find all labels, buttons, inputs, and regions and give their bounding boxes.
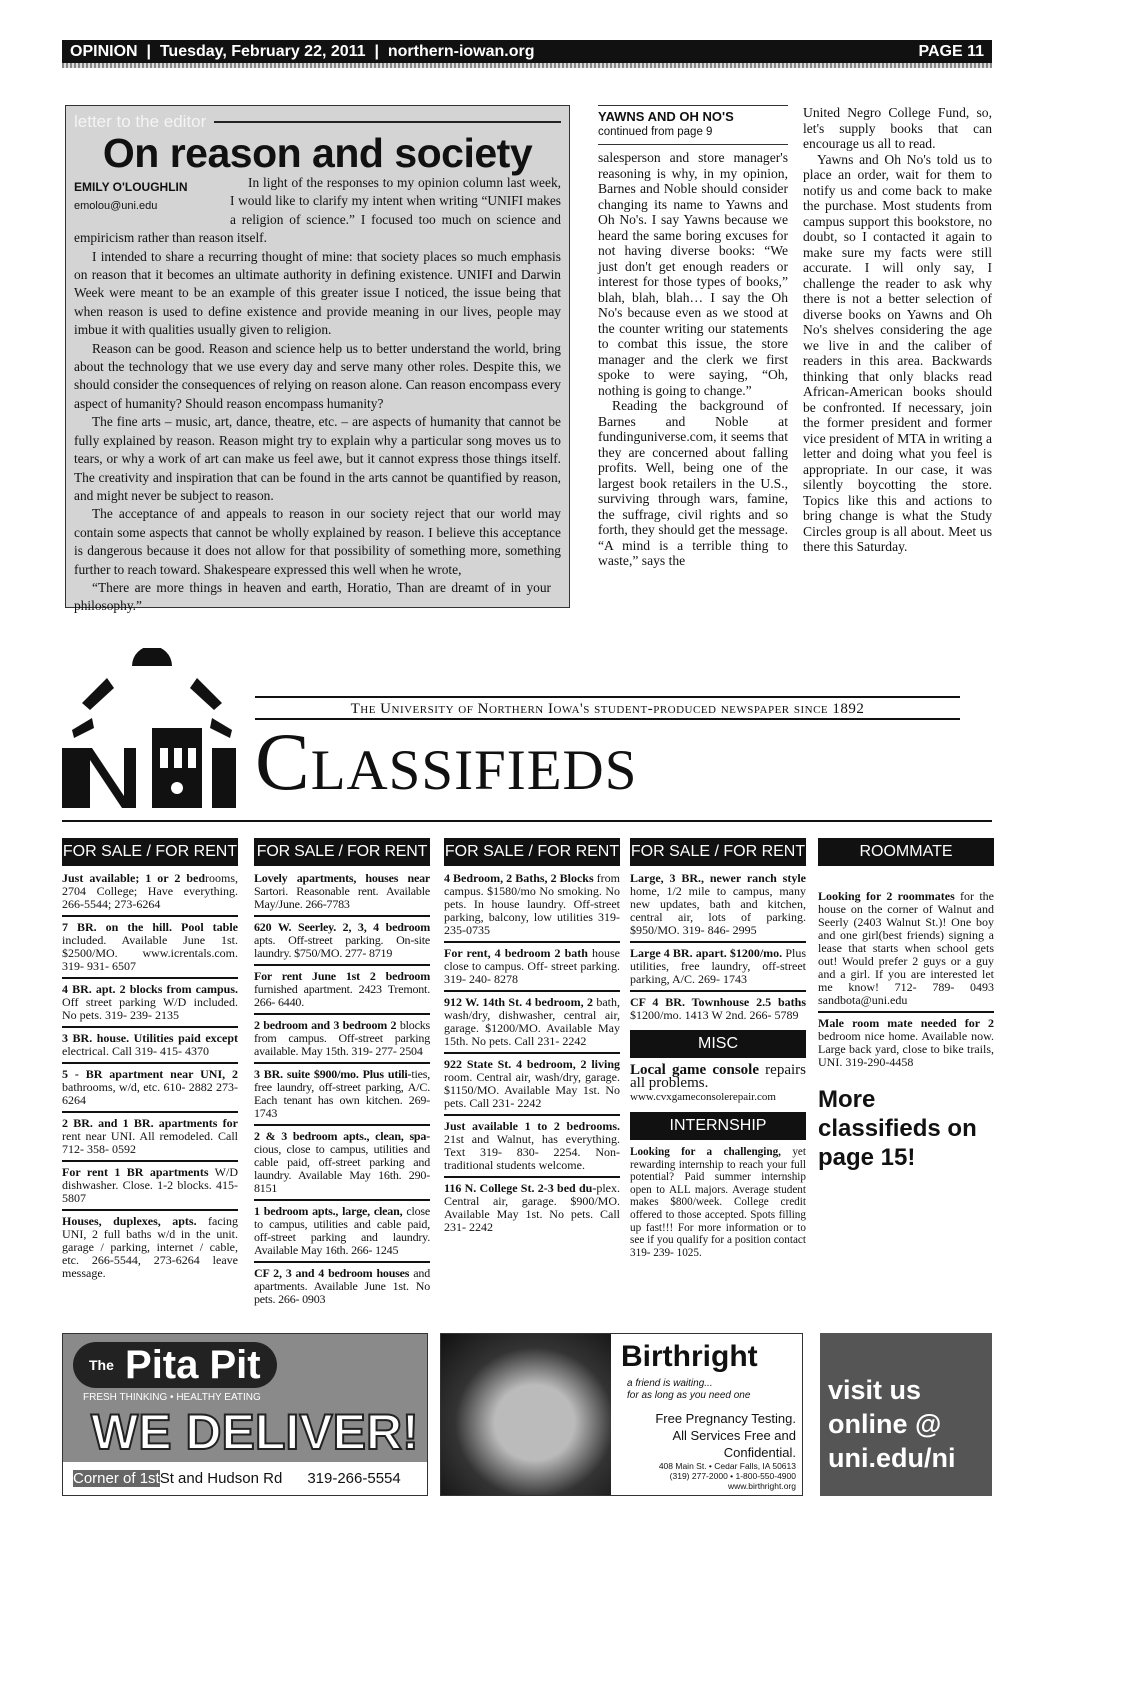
misc-url[interactable]: www.cvxgameconsolerepair.com: [630, 1091, 776, 1103]
ad-text: furnished apartment. 2423 Tremont. 266- 6440.: [254, 982, 430, 1009]
ad-lead: CF 2, 3 and 4 bedroom houses: [254, 1266, 410, 1280]
ad-text: Off street parking W/D included. No pets. 319- 239- 2135: [62, 995, 238, 1022]
ad-lead: 7 BR. on the hill. Pool table: [62, 920, 238, 934]
ad-lead: Houses, duplexes, apts.: [62, 1214, 197, 1228]
ad-text: bathrooms, w/d, etc. 610- 2882 273- 6264: [62, 1080, 238, 1107]
ad-text: apts. Off-street parking. On-site laundry. $750/MO. 277- 8719: [254, 933, 430, 960]
classified-ad: [444, 1058, 620, 1116]
ad-lead: 5 - BR apartment near UNI, 2: [62, 1067, 238, 1081]
classified-ad: [254, 872, 430, 917]
internship-ad: Looking for a challenging, yet rewarding internship to reach your full potential? Paid summer internship open to ALL majors. Average student makes $800/week. College credit offered to those accepted. Spots filling up fast!!! For more information or to see if you qualify for a position contact 319- 239- 1025.: [630, 1146, 806, 1259]
yawns-column-1: [598, 105, 788, 569]
classified-ad: [444, 947, 620, 992]
ad-text: bedroom nice home. Available now. Large back yard, close to bike trails, UNI. 319-290-4458: [818, 1029, 994, 1069]
paragraph: In light of the responses to my opinion column last week, I would like to clarify my intent when writing “UNIFI makes a religion of science.” I focused too much on science and empiricism rather than reason itself.: [74, 175, 561, 246]
classified-ad: [254, 1019, 430, 1064]
ad-lead: Just available 1 to 2 bedrooms.: [444, 1119, 620, 1133]
byline: [74, 174, 224, 216]
ad-text: rooms, 2704 College; Have everything. 266-5544; 273-6264: [62, 871, 238, 911]
ad-text: W/D dishwasher. Close. 1-2 blocks. 415- 5807: [62, 1165, 239, 1205]
ad-lead: 2 bedroom and 3 bedroom 2: [254, 1018, 397, 1032]
classified-ad: [62, 983, 238, 1028]
issue-date: Tuesday, February 22, 2011: [159, 43, 366, 60]
misc-ad: Local game console repairs all problems. www.cvxgameconsolerepair.com: [630, 1062, 806, 1103]
letter-kicker: letter to the editor: [74, 112, 561, 132]
ad-text: bath, wash/dry, dishwasher, central air, garage. $1200/MO. Available May 15th. No pets. Call 231- 2242: [444, 995, 620, 1048]
ad-text: electrical. Call 319- 415- 4370: [62, 1044, 209, 1058]
ad-text: for the house on the corner of Walnut and Seerly (2403 Walnut St.)! One boy and one girl(best friends) signing a lease that starts when school gets out! Would prefer 2 guys or a guy and a girl. If you are interested let me know! 712- 789- 0493 sandbota@uni.edu: [818, 889, 994, 1007]
paragraph: United Negro College Fund, so, let's supply books that can encourage us all to read.: [803, 105, 992, 151]
ad-text: blocks from campus. Off-street parking available. May 15th. 319- 277- 2504: [254, 1018, 430, 1058]
ad-lead: Large 4 BR. apart. $1200/mo.: [630, 946, 783, 960]
ad-text: and apartments. Available June 1st. No pets. 266- 0903: [254, 1266, 431, 1306]
ad-text: home, 1/2 mile to campus, many new updates, bath and kitchen, central air, lots of parking. $950/MO. 319- 846- 2995: [630, 884, 806, 937]
visit-url[interactable]: uni.edu/ni: [828, 1443, 956, 1473]
author-email[interactable]: emolou@uni.edu: [74, 200, 158, 213]
author-name: EMILY O'LOUGHLIN: [74, 180, 188, 194]
ad-text: Sartori. Reasonable rent. Available May/June. 266-7783: [254, 884, 430, 911]
visit-online-ad[interactable]: visit us online @ uni.edu/ni: [820, 1333, 992, 1496]
ad-lead: 4 BR. apt. 2 blocks from campus.: [62, 982, 238, 996]
pita-pit-logo: Pita Pit: [125, 1343, 261, 1387]
ad-lead: 912 W. 14th St. 4 bedroom, 2: [444, 995, 593, 1009]
paragraph: The acceptance of and appeals to reason in our society reject that our world may contain some aspects that cannot be wholly explained by reason. I believe this acceptance is dangerous because it does not allow for that possibility of something more, something further to reach toward. Shakespeare expressed this well when he wrote,: [74, 506, 561, 577]
letter-to-editor: [65, 105, 570, 614]
ad-text: rent near UNI. All remodeled. Call 712- 358- 0592: [62, 1129, 238, 1156]
pita-slogan: FRESH THINKING • HEALTHY EATING: [83, 1392, 261, 1403]
classified-ad: [444, 1182, 620, 1238]
classified-ad: [62, 1215, 238, 1284]
yawns-column-2: [803, 105, 992, 555]
section-heading: FOR SALE / FOR RENT: [630, 838, 806, 866]
classified-ad: [254, 921, 430, 966]
continued-note: continued from page 9: [598, 125, 788, 146]
site-url[interactable]: northern-iowan.org: [387, 43, 535, 60]
ad-lead: 2 BR. and 1 BR. apartments for: [62, 1116, 238, 1130]
page-number: PAGE 11: [918, 43, 984, 60]
section-heading: ROOMMATE: [818, 838, 994, 866]
section-heading: FOR SALE / FOR RENT: [254, 838, 430, 866]
ad-text: cious, close to campus, utilities and cable paid, off-street parking and laundry. Available May 16th. 290- 8151: [254, 1142, 430, 1195]
ad-text: Plus utilities, free laundry, off-street parking, A/C. 269- 1743: [630, 946, 806, 986]
classified-ad: [630, 996, 806, 1026]
paragraph: The fine arts – music, art, dance, theatre, etc. – are aspects of humanity that cannot be fully explained by reason. Reason might try to explain why a particular song moves us to tears, or why a work of art can make us feel awe, but it cannot express those things itself. The creativity and inspiration that can be found in the arts cannot be quantified by reason, and might never be subject to reason.: [74, 414, 561, 503]
ad-text: ties, free laundry, off-street parking, A/C. Each tenant has own kitchen. 269- 1743: [254, 1067, 430, 1120]
classified-ad: [254, 970, 430, 1015]
classified-ad: [62, 1068, 238, 1113]
birthright-ad[interactable]: Birthright a friend is waiting... for as long as you need one Free Pregnancy Testing. All Services Free and Confidential. 408 Main St. • Cedar Falls, IA 50613 (319) 277-2000 • 1-800-550-4900 www.birthright.org: [440, 1333, 803, 1496]
birthright-logo: Birthright: [621, 1340, 758, 1373]
ad-lead: Large, 3 BR., newer ranch style: [630, 871, 806, 885]
section-heading: FOR SALE / FOR RENT: [62, 838, 238, 866]
classified-ad: [254, 1267, 430, 1310]
paragraph: Reading the background of Barnes and Noble at fundinguniverse.com, it seems that they are concerned about falling profits. Well, being one of the largest book retailers in the U.S., surviving through wars, famine, the suffrage, civil rights and so forth, they should get the message. “A mind is a terrible thing to waste,” says the: [598, 398, 788, 568]
ad-text: close to campus, utilities and cable paid, off-street parking and laundry. Available May 16th. 266- 1245: [254, 1204, 430, 1257]
woman-photo: [441, 1334, 611, 1495]
classified-ad: [444, 1120, 620, 1178]
ni-logo: [62, 648, 242, 810]
classified-ad: [818, 1017, 994, 1073]
ad-lead: Male room mate needed for 2: [818, 1016, 994, 1030]
ad-text: $1200/mo. 1413 W 2nd. 266- 5789: [630, 1008, 799, 1022]
page-header: OPINION | Tuesday, February 22, 2011 | northern-iowan.org PAGE 11: [62, 40, 992, 63]
classified-ad: [254, 1130, 430, 1201]
ad-lead: For rent, 4 bedroom 2 bath: [444, 946, 588, 960]
ad-lead: For rent June 1st 2 bedroom: [254, 969, 430, 983]
ad-text: 21st and Walnut, has everything. Text 319- 830- 2254. Non-traditional students welcome.: [444, 1132, 620, 1172]
ad-text: room. Central air, wash/dry, garage. $1150/MO. Available May 1st. No pets. Call 231- 2242: [444, 1070, 620, 1110]
classified-column: [444, 838, 620, 1242]
ad-text: house close to campus. Off- street parking. 319- 240- 8278: [444, 946, 621, 986]
ad-lead: 2 & 3 bedroom apts., clean, spa-: [254, 1129, 430, 1143]
masthead-tagline: The University of Northern Iowa's student-produced newspaper since 1892: [255, 696, 960, 720]
paragraph: I intended to share a recurring thought of mine: that society places so much emphasis on reason that it becomes an ultimate authority in defining existence. UNIFI and Darwin Week were meant to be an example of this greater issue I noticed, the issue being that when reason is used to define existence and provide meaning in our lives, people may imbue it with qualities usually given to religion.: [74, 248, 561, 338]
ad-lead: 620 W. Seerley. 2, 3, 4 bedroom: [254, 920, 430, 934]
ad-text: included. Available June 1st. $2500/MO. www.icrentals.com. 319- 931- 6507: [62, 933, 238, 973]
ad-lead: 1 bedroom apts., large, clean,: [254, 1204, 403, 1218]
classified-ad: [818, 890, 994, 1013]
header-stripe: [62, 63, 992, 68]
section-heading: FOR SALE / FOR RENT: [444, 838, 620, 866]
ad-lead: Looking for 2 roommates: [818, 889, 955, 903]
ad-lead: 3 BR. house. Utilities paid except: [62, 1031, 238, 1045]
classifieds-title: Classifieds: [255, 716, 638, 807]
classified-ad: [62, 872, 238, 917]
ad-lead: For rent 1 BR apartments: [62, 1165, 209, 1179]
section-name: OPINION: [70, 43, 138, 60]
classified-ad: [630, 947, 806, 992]
classified-column: [630, 838, 806, 1267]
ad-lead: 3 BR. suite $900/mo. Plus utili-: [254, 1067, 412, 1081]
classified-ad: [444, 996, 620, 1054]
ad-lead: Just available; 1 or 2 bed: [62, 871, 205, 885]
paragraph: salesperson and store manager's reasoning is why, in my opinion, Barnes and Noble should consider changing its name to Yawns and Oh No's. I say Yawns because we heard the same boring excuses for not having diverse books: “We just don't get enough readers or interest for those types of books,” blah, blah, blah… I say the Oh No's because even as we stood at the counter writing our statements to combat this issue, the store manager and the clerk we first spoke to were saying, “Oh, nothing is going to change.”: [598, 150, 788, 398]
pita-pit-ad[interactable]: $^{The}$ Pita Pit FRESH THINKING • HEALTHY EATING WE DELIVER! Corner of 1stSt and Hudson Rd 319-266-5554: [62, 1333, 428, 1496]
more-classifieds-note: More classifieds on page 15!: [818, 1086, 977, 1171]
article-title: YAWNS AND OH NO'S: [598, 105, 788, 125]
ad-text: facing UNI, 2 full baths w/d in the unit. garage / parking, internet / cable, etc. 266-5544, 273-6264 leave message.: [62, 1214, 238, 1280]
classified-ad: [62, 1166, 238, 1211]
ad-text: plex. Central air, garage. $900/MO. Available May 1st. No pets. Call 231- 2242: [444, 1181, 620, 1234]
classified-column: [818, 838, 994, 1172]
paragraph: Yawns and Oh No's told us to place an order, wait for them to notify us and come back to make the purchase. Most students from campus support this bookstore, no doubt, so I contacted it again to make sure my facts were still accurate. I will only say, I challenge the reader to ask why there is not a better selection of diverse books on Yawns and Oh No's shelves considering the age we live in and the caliber of readers in this area. Backwards thinking that only blacks read African-American books should be confronted. If necessary, join the former president and former vice president of MTA in writing a letter and doing what you feel is appropriate. In our case, it was silently boycotting the store. Topics like this and actions to bring change is what the Study Circles group is all about. Meet us there this Saturday.: [803, 151, 992, 554]
ad-lead: CF 4 BR. Townhouse 2.5 baths: [630, 995, 806, 1009]
classified-column: [62, 838, 238, 1288]
quote: “There are more things in heaven and earth, Horatio, Than are dreamt of in your philosophy.”: [74, 579, 551, 614]
divider: [62, 820, 992, 822]
misc-heading: MISC: [630, 1030, 806, 1058]
birthright-url[interactable]: www.birthright.org: [727, 1481, 796, 1491]
classified-ad: [444, 872, 620, 943]
classified-ad: [630, 872, 806, 943]
classified-column: [254, 838, 430, 1314]
ad-lead: Lovely apartments, houses near: [254, 871, 430, 885]
ad-text: from campus. $1580/mo No smoking. No pets. In house laundry. Off-street parking, balcony, low utilities 319-235-0735: [444, 871, 621, 937]
classified-ad: [254, 1205, 430, 1263]
classified-ad: [254, 1068, 430, 1126]
ad-lead: 116 N. College St. 2-3 bed du-: [444, 1181, 597, 1195]
ad-lead: 922 State St. 4 bedroom, 2 living: [444, 1057, 620, 1071]
classified-ad: [62, 1032, 238, 1064]
classified-ad: [62, 921, 238, 979]
paragraph: Reason can be good. Reason and science help us to better understand the world, bring about the technology that we use every day and serve many other roles. Despite this, we should consider the consequences of relying on reason alone. Can reason encompass every aspect of humanity? Should reason encompass humanity?: [74, 340, 561, 411]
pita-phone: 319-266-5554: [307, 1470, 401, 1487]
we-deliver-text: WE DELIVER!: [91, 1404, 419, 1460]
internship-heading: INTERNSHIP: [630, 1112, 806, 1140]
letter-title: On reason and society: [102, 130, 533, 176]
ad-lead: 4 Bedroom, 2 Baths, 2 Blocks: [444, 871, 594, 885]
classified-ad: [62, 1117, 238, 1162]
